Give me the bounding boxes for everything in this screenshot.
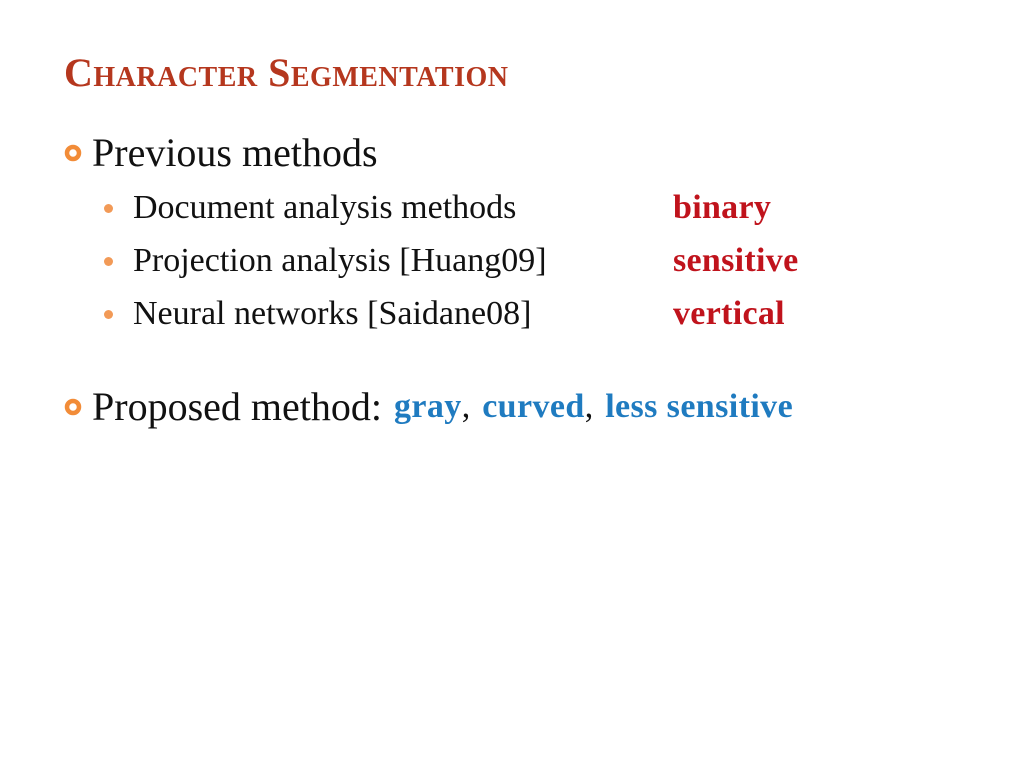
slide-title: Character Segmentation: [64, 50, 509, 95]
sub-bullet-tag: vertical: [673, 295, 785, 332]
sub-bullet-label: Document analysis methods: [133, 189, 517, 226]
bullet-previous-methods: [64, 128, 378, 178]
ring-bullet-icon: [64, 144, 82, 162]
bullet-proposed-method: [64, 382, 793, 432]
highlight-separator: ,: [584, 388, 594, 425]
dot-bullet-icon: [104, 204, 113, 213]
dot-bullet-icon: [104, 310, 113, 319]
sub-bullet-document-analysis: [104, 188, 771, 228]
sub-bullet-projection-analysis: [104, 241, 798, 281]
ring-bullet-icon: [64, 398, 82, 416]
sub-bullet-label: Projection analysis [Huang09]: [133, 242, 547, 279]
highlight-curved: curved: [482, 388, 585, 425]
highlight-separator: ,: [461, 388, 471, 425]
dot-bullet-icon: [104, 257, 113, 266]
highlight-less-sensitive: less sensitive: [605, 388, 794, 425]
bullet-label: Previous methods: [92, 130, 378, 175]
sub-bullet-tag: sensitive: [673, 242, 799, 279]
highlight-gray: gray: [393, 388, 462, 425]
sub-bullet-label: Neural networks [Saidane08]: [133, 295, 532, 332]
sub-bullet-neural-networks: [104, 294, 785, 334]
bullet-label: Proposed method:: [92, 384, 382, 429]
sub-bullet-tag: binary: [673, 189, 772, 226]
